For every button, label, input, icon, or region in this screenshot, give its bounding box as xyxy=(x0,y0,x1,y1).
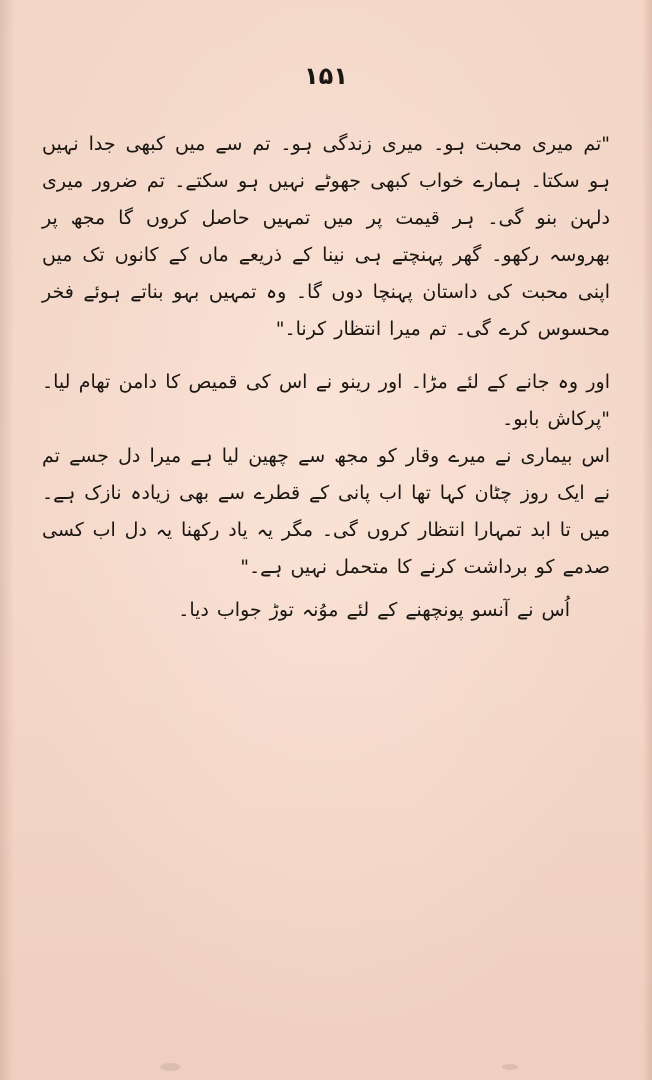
page-number: ۱۵۱ xyxy=(304,62,348,90)
paragraph-4: اُس نے آنسو پونچھنے کے لئے موُنہ توڑ جواب دیا۔ xyxy=(178,599,570,621)
paragraph-2: اور وہ جانے کے لئے مڑا۔ اور رینو نے اس کی قمیص کا دامن تھام لیا۔ "پرکاش بابو۔ xyxy=(42,371,610,430)
bottom-smudge xyxy=(150,1060,530,1074)
paragraph-1: "تم میری محبت ہو۔ میری زندگی ہو۔ تم سے میں کبھی جدا نہیں ہو سکتا۔ ہمارے خواب کبھی جھوٹے نہیں ہو سکتے۔ تم ضرور میری دلہن بنو گی۔ ہر قیمت پر میں تمہیں حاصل کروں گا مجھ پر بھروسہ رکھو۔ گھر پہنچتے ہی نینا کے ذریعے ماں کے کانوں تک میں اپنی محبت کی داستان پہنچا دوں گا۔ وہ تمہیں بہو بناتے ہوئے فخر محسوس کرے گی۔ تم میرا انتظار کرنا۔" xyxy=(42,133,610,340)
page-edge-left xyxy=(0,0,14,1080)
paragraph-3: اس بیماری نے میرے وقار کو مجھ سے چھین لیا ہے میرا دل جسے تم نے ایک روز چٹان کہا تھا اب پانی کے قطرے سے بھی زیادہ نازک ہے۔ میں تا ابد تمہارا انتظار کروں گی۔ مگر یہ یاد رکھنا یہ دل اب کسی صدمے کو برداشت کرنے کا متحمل نہیں ہے۔" xyxy=(42,445,610,578)
body-text xyxy=(42,126,610,629)
page-edge-right xyxy=(642,0,652,1080)
